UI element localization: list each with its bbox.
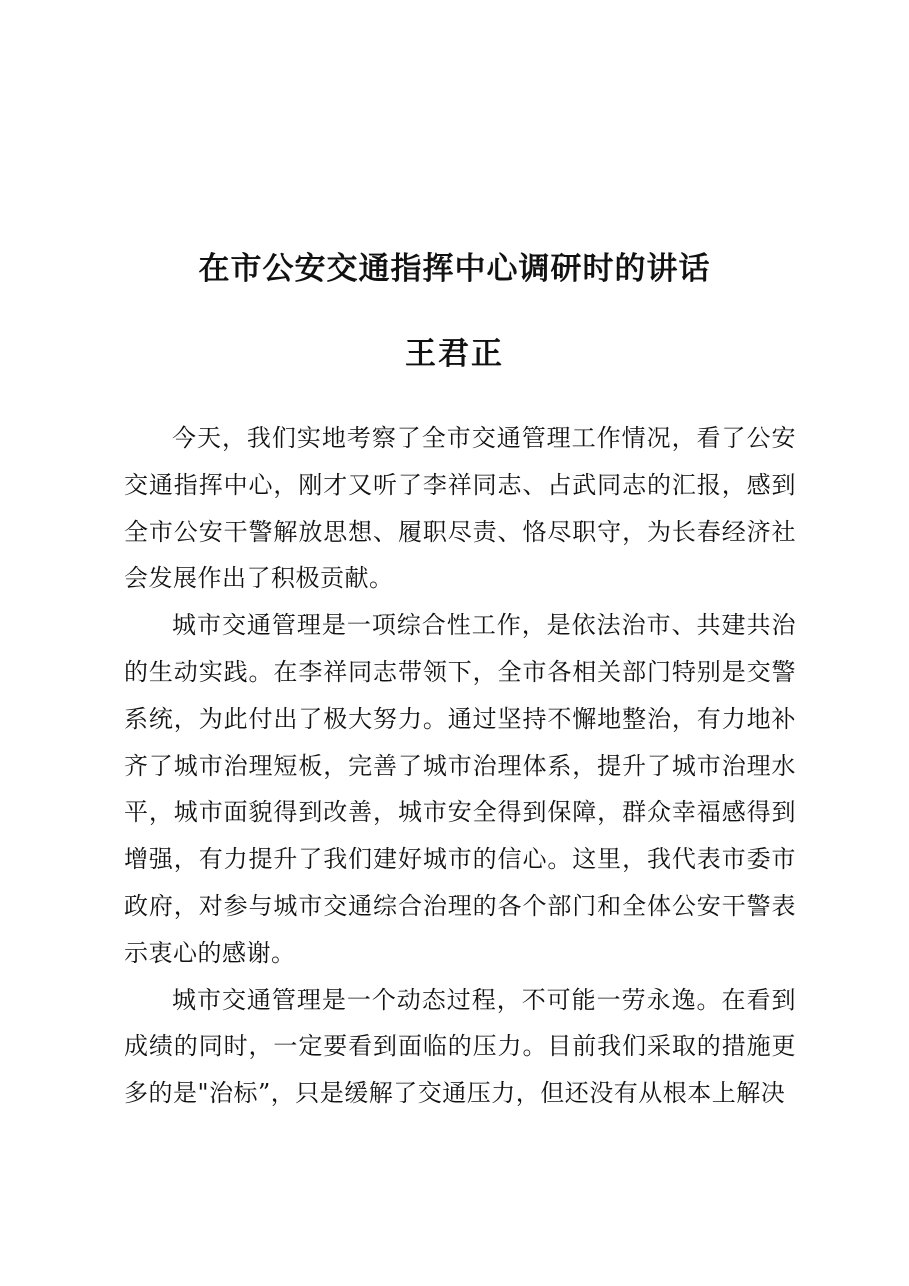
document-author: 王君正 [405, 336, 504, 372]
paragraph-1: 今天，我们实地考察了全市交通管理工作情况，看了公安交通指挥中心，刚才又听了李祥同志、占武同志的汇报，感到全市公安干警解放思想、履职尽责、恪尽职守，为长春经济社会发展作出了积极贡献。 [124, 424, 796, 593]
document-title: 在市公安交通指挥中心调研时的讲话 [198, 251, 711, 287]
document-body [124, 415, 796, 1117]
paragraph-3: 城市交通管理是一个动态过程，不可能一劳永逸。在看到成绩的同时，一定要看到面临的压力。目前我们采取的措施更多的是"治标”，只是缓解了交通压力，但还没有从根本上解决 [124, 985, 796, 1108]
paragraph-2: 城市交通管理是一项综合性工作，是依法治市、共建共治的生动实践。在李祥同志带领下，全市各相关部门特别是交警系统，为此付出了极大努力。通过坚持不懈地整治，有力地补齐了城市治理短板，完善了城市治理体系，提升了城市治理水平，城市面貌得到改善，城市安全得到保障，群众幸福感得到增强，有力提升了我们建好城市的信心。这里，我代表市委市政府，对参与城市交通综合治理的各个部门和全体公安干警表示衷心的感谢。 [124, 611, 796, 967]
